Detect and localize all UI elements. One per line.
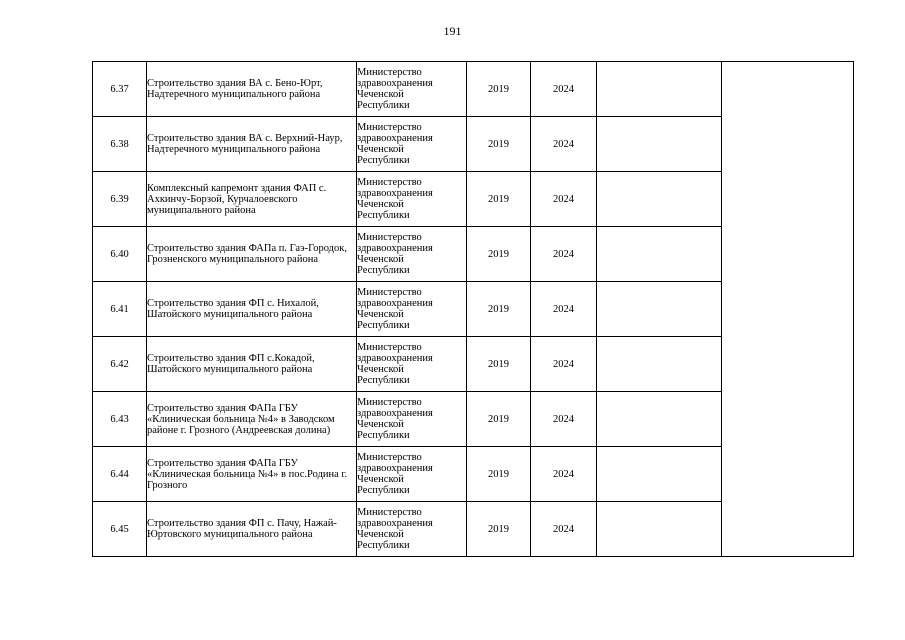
table-row <box>93 62 854 117</box>
executor-line: здравоохранения <box>357 518 433 529</box>
empty-cell <box>597 447 722 502</box>
executor-cell <box>357 447 467 502</box>
executor-line: Республики <box>357 375 410 386</box>
executor-line: здравоохранения <box>357 463 433 474</box>
executor-line: Министерство <box>357 177 422 188</box>
end-year-cell: 2024 <box>531 502 597 557</box>
end-year-cell: 2024 <box>531 337 597 392</box>
executor-line: Чеченской <box>357 474 404 485</box>
start-year-cell: 2019 <box>467 447 531 502</box>
start-year-cell: 2019 <box>467 502 531 557</box>
executor-line: Республики <box>357 540 410 551</box>
executor-line: Чеченской <box>357 419 404 430</box>
executor-line: здравоохранения <box>357 78 433 89</box>
row-number-cell: 6.45 <box>93 502 147 557</box>
executor-cell <box>357 282 467 337</box>
measure-name-cell: Строительство здания ФП с.Кокадой, Шатойского муниципального района <box>147 337 357 392</box>
start-year-cell: 2019 <box>467 62 531 117</box>
measure-name-cell: Строительство здания ФП с. Нихалой, Шатойского муниципального района <box>147 282 357 337</box>
measure-name-cell: Строительство здания ФАПа п. Гаэ-Городок, Грозненского муниципального района <box>147 227 357 282</box>
executor-line: Республики <box>357 265 410 276</box>
measure-name-cell: Строительство здания ФАПа ГБУ «Клиническая больница №4» в Заводском районе г. Грозного (Андреевская долина) <box>147 392 357 447</box>
page-number: 191 <box>443 24 462 38</box>
end-year-cell: 2024 <box>531 392 597 447</box>
measure-name-cell: Строительство здания ФП с. Пачу, Нажай-Юртовского муниципального района <box>147 502 357 557</box>
row-number-cell: 6.42 <box>93 337 147 392</box>
end-year-cell: 2024 <box>531 447 597 502</box>
executor-cell <box>357 117 467 172</box>
executor-line: Республики <box>357 485 410 496</box>
executor-line: Чеченской <box>357 309 404 320</box>
end-year-cell: 2024 <box>531 227 597 282</box>
executor-line: Республики <box>357 210 410 221</box>
executor-line: Чеченской <box>357 199 404 210</box>
row-number-cell: 6.44 <box>93 447 147 502</box>
start-year-cell: 2019 <box>467 227 531 282</box>
executor-line: здравоохранения <box>357 298 433 309</box>
table-body <box>93 62 854 557</box>
executor-line: Чеченской <box>357 364 404 375</box>
executor-cell <box>357 227 467 282</box>
executor-line: Министерство <box>357 122 422 133</box>
executor-line: Министерство <box>357 342 422 353</box>
row-number-cell: 6.38 <box>93 117 147 172</box>
empty-cell <box>597 392 722 447</box>
executor-cell <box>357 62 467 117</box>
executor-line: Чеченской <box>357 89 404 100</box>
executor-line: Министерство <box>357 452 422 463</box>
empty-cell <box>597 502 722 557</box>
empty-cell <box>597 227 722 282</box>
executor-line: Чеченской <box>357 254 404 265</box>
empty-cell <box>597 282 722 337</box>
executor-line: Министерство <box>357 507 422 518</box>
measure-name-cell: Строительство здания ВА с. Верхний-Наур, Надтеречного муниципального района <box>147 117 357 172</box>
executor-line: Министерство <box>357 397 422 408</box>
executor-line: здравоохранения <box>357 243 433 254</box>
empty-cell <box>597 172 722 227</box>
executor-line: Чеченской <box>357 529 404 540</box>
executor-line: здравоохранения <box>357 408 433 419</box>
empty-cell <box>597 62 722 117</box>
measure-name-cell: Комплексный капремонт здания ФАП с. Ахкинчу-Борзой, Курчалоевского муниципального района <box>147 172 357 227</box>
executor-line: Республики <box>357 100 410 111</box>
row-number-cell: 6.39 <box>93 172 147 227</box>
executor-line: Республики <box>357 320 410 331</box>
measure-name-cell: Строительство здания ФАПа ГБУ «Клиническая больница №4» в пос.Родина г. Грозного <box>147 447 357 502</box>
executor-line: Чеченской <box>357 144 404 155</box>
start-year-cell: 2019 <box>467 337 531 392</box>
executor-line: Министерство <box>357 67 422 78</box>
start-year-cell: 2019 <box>467 172 531 227</box>
executor-line: здравоохранения <box>357 133 433 144</box>
row-number-cell: 6.41 <box>93 282 147 337</box>
executor-line: здравоохранения <box>357 353 433 364</box>
executor-cell <box>357 392 467 447</box>
executor-line: Министерство <box>357 287 422 298</box>
start-year-cell: 2019 <box>467 282 531 337</box>
end-year-cell: 2024 <box>531 282 597 337</box>
start-year-cell: 2019 <box>467 117 531 172</box>
executor-line: здравоохранения <box>357 188 433 199</box>
executor-cell <box>357 337 467 392</box>
row-number-cell: 6.40 <box>93 227 147 282</box>
end-year-cell: 2024 <box>531 117 597 172</box>
program-table <box>92 61 854 557</box>
start-year-cell: 2019 <box>467 392 531 447</box>
executor-line: Республики <box>357 155 410 166</box>
empty-cell <box>597 337 722 392</box>
row-number-cell: 6.37 <box>93 62 147 117</box>
executor-line: Республики <box>357 430 410 441</box>
merged-empty-cell <box>722 62 854 557</box>
end-year-cell: 2024 <box>531 62 597 117</box>
executor-cell <box>357 172 467 227</box>
row-number-cell: 6.43 <box>93 392 147 447</box>
measure-name-cell: Строительство здания ВА с. Бено-Юрт, Надтеречного муниципального района <box>147 62 357 117</box>
empty-cell <box>597 117 722 172</box>
executor-cell <box>357 502 467 557</box>
end-year-cell: 2024 <box>531 172 597 227</box>
executor-line: Министерство <box>357 232 422 243</box>
